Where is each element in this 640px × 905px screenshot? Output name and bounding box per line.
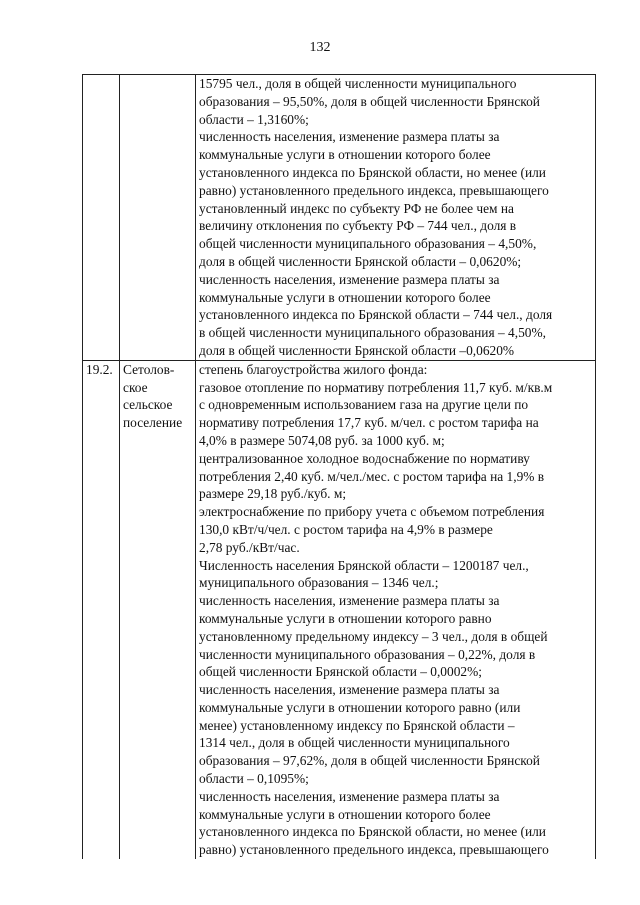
municipal-data-table: [82, 74, 596, 859]
text-line: области – 0,1095%;: [199, 771, 309, 787]
text-line: 2,78 руб./кВт/час.: [199, 539, 300, 555]
text-line: в общей численности муниципального образования – 4,50%,: [199, 325, 546, 341]
text-line: численность населения, изменение размера платы за: [199, 682, 500, 698]
text-line: размере 29,18 руб./куб. м;: [199, 486, 347, 502]
text-line: газовое отопление по нормативу потребления 11,7 куб. м/кв.м: [199, 379, 553, 395]
text-line: образования – 95,50%, доля в общей численности Брянской: [199, 93, 540, 109]
text-line: равно) установленного предельного индекса, превышающего: [199, 182, 549, 198]
text-line: поселение: [123, 415, 183, 431]
page-number: 132: [309, 40, 331, 55]
text-line: доля в общей численности Брянской области – 0,0620%;: [199, 253, 522, 269]
text-line: численности муниципального образования – 0,22%, доля в: [199, 646, 536, 662]
text-line: общей численности муниципального образования – 4,50%,: [199, 236, 537, 252]
text-line: величину отклонения по субъекту РФ – 744 чел., доля в: [199, 218, 517, 234]
text-line: менее) установленному индексу по Брянской области –: [199, 717, 515, 733]
text-line: коммунальные услуги в отношении которого равно: [199, 610, 492, 626]
text-line: 15795 чел., доля в общей численности муниципального: [199, 76, 517, 91]
text-line: образования – 97,62%, доля в общей численности Брянской: [199, 753, 540, 769]
text-line: равно) установленного предельного индекса, превышающего: [199, 842, 549, 858]
text-line: установленный индекс по субъекту РФ не более чем на: [199, 200, 514, 216]
text-line: численность населения, изменение размера платы за: [199, 271, 500, 287]
text-line: общей численности Брянской области – 0,0002%;: [199, 664, 482, 680]
text-line: установленному предельному индексу – 3 чел., доля в общей: [199, 628, 548, 644]
text-line: электроснабжение по прибору учета с объемом потребления: [199, 504, 545, 520]
table-body: [83, 75, 596, 860]
text-line: установленного индекса по Брянской области, но менее (или: [199, 824, 546, 840]
text-line: области – 1,3160%;: [199, 111, 309, 127]
row-number-cell: [83, 75, 120, 361]
table-row: [83, 75, 596, 361]
text-line: установленного индекса по Брянской области – 744 чел., доля: [199, 307, 553, 323]
text-line: с одновременным использованием газа на другие цели по: [199, 397, 529, 413]
settlement-name-cell: [120, 75, 196, 361]
text-line: установленного индекса по Брянской области, но менее (или: [199, 164, 546, 180]
text-line: коммунальные услуги в отношении которого равно (или: [199, 699, 521, 715]
text-line: численность населения, изменение размера платы за: [199, 593, 500, 609]
text-line: централизованное холодное водоснабжение по нормативу: [199, 450, 530, 466]
text-line: муниципального образования – 1346 чел.;: [199, 575, 439, 591]
text-line: 4,0% в размере 5074,08 руб. за 1000 куб. м;: [199, 432, 445, 448]
text-line: сельское: [123, 397, 173, 413]
text-line: численность населения, изменение размера платы за: [199, 788, 500, 804]
text-line: 1314 чел., доля в общей численности муниципального: [199, 735, 510, 751]
text-line: нормативу потребления 17,7 куб. м/чел. с ростом тарифа на: [199, 415, 539, 431]
text-line: потребления 2,40 куб. м/чел./мес. с ростом тарифа на 1,9% в: [199, 468, 545, 484]
text-line: численность населения, изменение размера платы за: [199, 129, 500, 145]
description-cell: [196, 360, 596, 859]
text-line: доля в общей численности Брянской области –0,0620%: [199, 342, 515, 358]
text-line: 130,0 кВт/ч/чел. с ростом тарифа на 4,9% в размере: [199, 521, 493, 537]
text-line: коммунальные услуги в отношении которого более: [199, 147, 491, 163]
text-line: коммунальные услуги в отношении которого более: [199, 806, 491, 822]
row-number: 19.2.: [86, 361, 113, 377]
text-line: коммунальные услуги в отношении которого более: [199, 289, 491, 305]
table-row: [83, 360, 596, 859]
settlement-name-cell: [120, 360, 196, 859]
text-line: ское: [123, 379, 148, 395]
description-cell: [196, 75, 596, 361]
text-line: Сетолов-: [123, 361, 175, 377]
row-number-cell: [83, 360, 120, 859]
text-line: степень благоустройства жилого фонда:: [199, 361, 428, 377]
text-line: Численность населения Брянской области – 1200187 чел.,: [199, 557, 529, 573]
